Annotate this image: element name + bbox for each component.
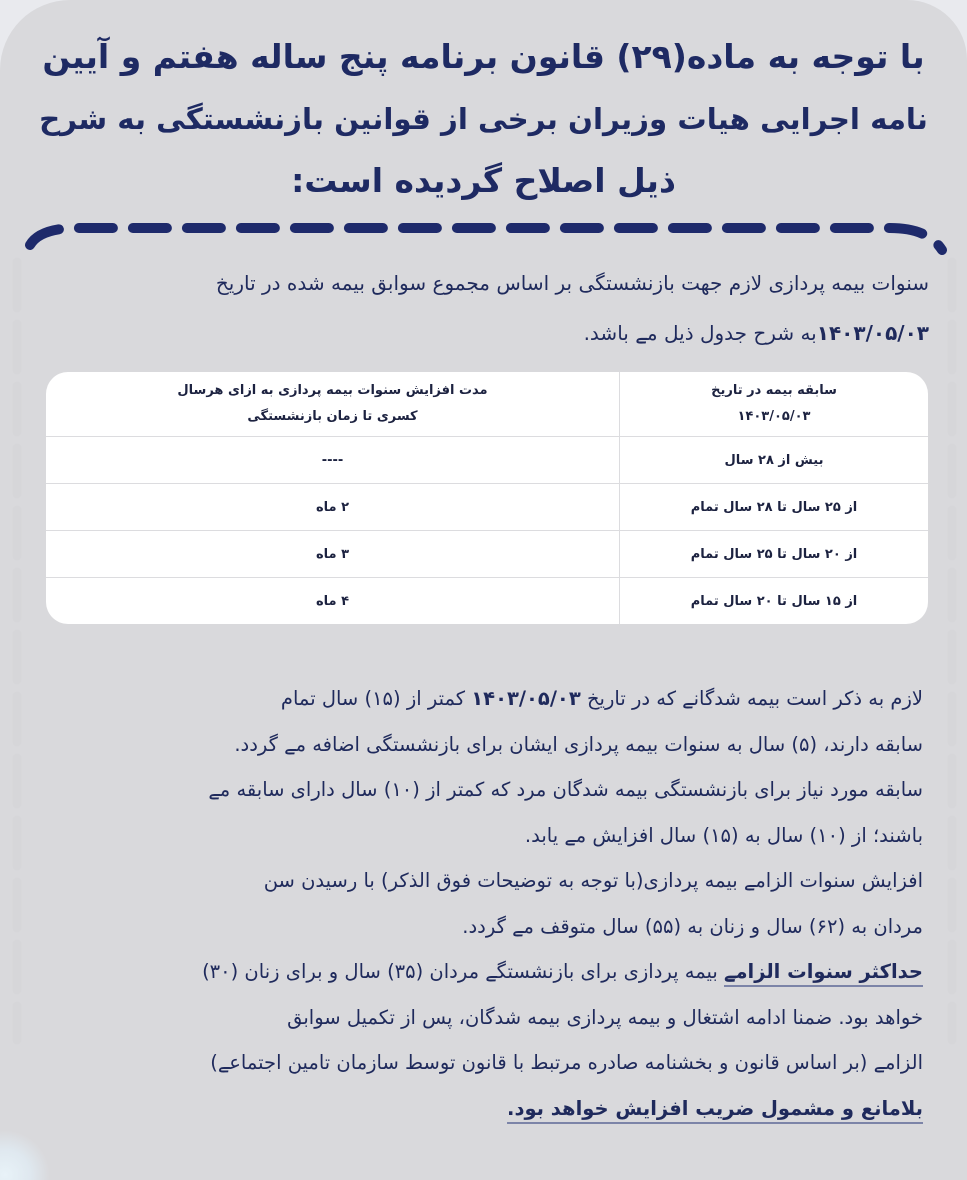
header-increase: [46, 372, 620, 437]
table-row: [46, 578, 928, 625]
cell-increase: ۴ ماه: [46, 578, 620, 625]
paragraph-4-line-2: خواهد بود. ضمنا ادامه اشتغال و بیمه پردازی بیمه شدگان، پس از تکمیل سوابق: [287, 1005, 923, 1029]
paragraph-3-line-1: افزایش سنوات الزامے بیمه پردازی(با توجه به توضیحات فوق الذکر) با رسیدن سن: [263, 869, 923, 892]
paragraph-4-line-3: الزامے (بر اساس قانون و بخشنامه صادره مرتبط با قانون توسط سازمان تامین اجتماعے): [210, 1051, 923, 1074]
paragraph-4-line-1: [46, 949, 923, 995]
max-years-highlight: حداکثر سنوات الزامے: [724, 960, 923, 983]
cell-record: از ۲۵ سال تا ۲۸ سال تمام: [620, 484, 929, 531]
paragraph-1-line-2: سابقه دارند، (۵) سال به سنوات بیمه پردازی ایشان برای بازنشستگی اضافه مے گردد.: [234, 732, 923, 756]
paragraph-1-line-1: [46, 676, 923, 722]
corner-decoration: [0, 1130, 50, 1180]
paragraph-4-line-4: [46, 1086, 923, 1132]
intro-date: ۱۴۰۳/۰۵/۰۳: [816, 321, 929, 345]
paragraph-3-line-2: مردان به (۶۲) سال و زنان به (۵۵) سال متوقف مے گردد.: [462, 914, 923, 938]
header-record-date: ۱۴۰۳/۰۵/۰۳: [737, 409, 811, 424]
paragraph-2-line-1: سابقه مورد نیاز برای بازنشستگی بیمه شدگان مرد که کمتر از (۱۰) سال دارای سابقه مے: [208, 778, 923, 801]
paragraph-2-line-2: باشند؛ از (۱۰) سال به (۱۵) سال افزایش مے یابد.: [524, 823, 923, 847]
conclusion-highlight: بلامانع و مشمول ضریب افزایش خواهد بود.: [507, 1096, 923, 1120]
title-line-1: با توجه به ماده(۲۹) قانون برنامه پنج ساله هفتم و آیین: [42, 37, 925, 76]
header-record-line-1: سابقه بیمه در تاریخ: [711, 383, 837, 398]
cell-record: بیش از ۲۸ سال: [620, 437, 929, 484]
table-row: [46, 531, 928, 578]
frame-top-dashes: [30, 228, 942, 250]
retirement-table: [46, 372, 928, 624]
page-title: [30, 26, 937, 212]
p1-text-b: کمتر از (۱۵) سال تمام: [280, 687, 466, 710]
cell-increase: ۳ ماه: [46, 531, 620, 578]
header-increase-line-1: مدت افزایش سنوات بیمه پردازی به ازای هرسال: [177, 383, 488, 398]
intro-line-2: [40, 308, 929, 358]
cell-record: از ۲۰ سال تا ۲۵ سال تمام: [620, 531, 929, 578]
intro-line-2-text: به شرح جدول ذیل مے باشد.: [583, 321, 817, 345]
table-row: [46, 437, 928, 484]
title-line-2: نامه اجرایی هیات وزیران برخی از قوانین بازنشستگی به شرح: [39, 102, 928, 136]
body-paragraphs: [46, 676, 923, 1131]
table-header-row: [46, 372, 928, 437]
p1-text-a: لازم به ذکر است بیمه شدگانے که در تاریخ: [586, 687, 923, 710]
p1-date: ۱۴۰۳/۰۵/۰۳: [471, 687, 581, 710]
p4-text: بیمه پردازی برای بازنشستگے مردان (۳۵) سال و برای زنان (۳۰): [202, 960, 718, 983]
cell-record: از ۱۵ سال تا ۲۰ سال تمام: [620, 578, 929, 625]
intro-line-1: سنوات بیمه پردازی لازم جهت بازنشستگی بر اساس مجموع سوابق بیمه شده در تاریخ: [215, 271, 929, 295]
header-record: [620, 372, 929, 437]
table: [46, 372, 928, 624]
header-increase-line-2: کسری تا زمان بازنشستگی: [247, 409, 418, 424]
cell-increase: ۲ ماه: [46, 484, 620, 531]
intro-paragraph: [40, 258, 929, 358]
table-row: [46, 484, 928, 531]
cell-increase: ----: [46, 437, 620, 484]
title-line-3: ذیل اصلاح گردیده است:: [291, 161, 676, 200]
